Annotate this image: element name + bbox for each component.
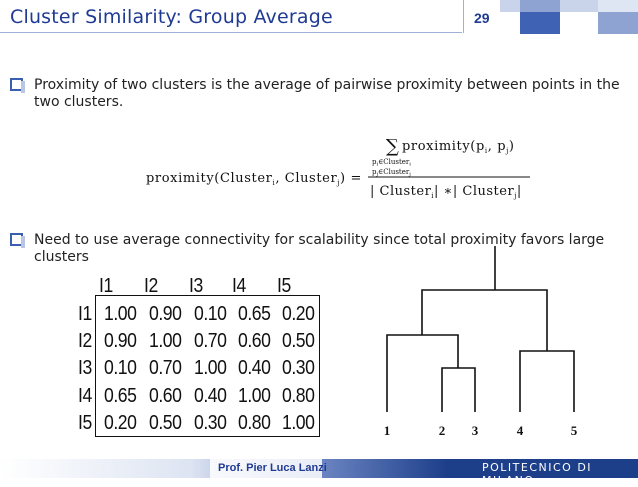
matrix-row-header: I4 xyxy=(78,385,92,407)
matrix-cell: 1.00 xyxy=(104,303,137,325)
sum-condition-1: p xyxy=(372,158,377,166)
formula-denominator: | Cluster xyxy=(370,184,432,199)
svg-text:proximity(pi, pj): $proximity(p_i$, $p_j$) xyxy=(402,139,515,155)
matrix-cell: 0.20 xyxy=(282,303,315,325)
dendrogram-merge-4-5 xyxy=(520,351,574,412)
matrix-cell: 1.00 xyxy=(282,412,315,434)
sum-sign: ∑ xyxy=(386,136,399,157)
footer-author: Prof. Pier Luca Lanzi xyxy=(218,462,327,474)
page-number: 29 xyxy=(474,10,490,26)
matrix-row-header: I1 xyxy=(78,303,92,325)
sum-condition-2: p xyxy=(372,168,377,176)
dendrogram-leaf-label: 2 xyxy=(438,423,446,438)
matrix-cell: 0.40 xyxy=(194,385,227,407)
matrix-cell: 0.70 xyxy=(194,330,227,352)
dendrogram-leaf-label: 1 xyxy=(383,423,391,438)
matrix-col-header: I5 xyxy=(277,275,291,297)
matrix-cell: 1.00 xyxy=(238,385,271,407)
matrix-row-header: I5 xyxy=(78,412,92,434)
formula-lhs: proximity(Cluster xyxy=(146,171,273,186)
matrix-col-header: I4 xyxy=(232,275,246,297)
svg-text:pj∈Clusterj: $p_j\in Cluster_j$ xyxy=(372,168,411,178)
matrix-col-header: I3 xyxy=(189,275,203,297)
matrix-cell: 0.65 xyxy=(238,303,271,325)
matrix-col-header: I1 xyxy=(99,275,113,297)
dendrogram-merge-123-45 xyxy=(422,290,547,351)
dendrogram-merge-1-23 xyxy=(387,335,458,412)
svg-text:| Clusteri| ∗| Clusterj|: | Cluster$_i$| ∗| Cluster$_j$| xyxy=(370,184,522,200)
svg-text:proximity(Clusteri, Clusterj): proximity(Cluster$_i$, Cluster$_j$) = xyxy=(146,171,362,187)
dendrogram-leaf-label: 4 xyxy=(516,423,524,438)
dendrogram-merge-2-3 xyxy=(442,368,475,412)
bullet-text: Proximity of two clusters is the average of pairwise proximity between points in the two clusters. xyxy=(34,77,620,110)
matrix-cell: 0.60 xyxy=(238,330,271,352)
matrix-row-header: I2 xyxy=(78,330,92,352)
matrix-cell: 0.90 xyxy=(149,303,182,325)
matrix-cell: 1.00 xyxy=(149,330,182,352)
svg-text:pi∈Clusteri: $p_i\in Cluster_i$ xyxy=(372,158,411,168)
matrix-cell: 0.60 xyxy=(149,385,182,407)
matrix-cell: 0.40 xyxy=(238,357,271,379)
slide-title: Cluster Similarity: Group Average xyxy=(10,6,333,28)
matrix-cell: 0.90 xyxy=(104,330,137,352)
matrix-cell: 0.10 xyxy=(104,357,137,379)
matrix-cell: 0.10 xyxy=(194,303,227,325)
matrix-row-header: I3 xyxy=(78,357,92,379)
matrix-cell: 0.50 xyxy=(149,412,182,434)
matrix-cell: 0.20 xyxy=(104,412,137,434)
matrix-cell: 0.50 xyxy=(282,330,315,352)
matrix-cell: 1.00 xyxy=(194,357,227,379)
bullet-text: Need to use average connectivity for scalability since total proximity favors large clusters xyxy=(34,232,605,265)
matrix-cell: 0.80 xyxy=(238,412,271,434)
matrix-cell: 0.30 xyxy=(282,357,315,379)
formula-numerator: proximity(p xyxy=(402,139,485,154)
footer-institution: POLITECNICO DI MILANO xyxy=(482,461,593,487)
matrix-cell: 0.65 xyxy=(104,385,137,407)
dendrogram-leaf-label: 5 xyxy=(570,423,578,438)
matrix-col-header: I2 xyxy=(144,275,158,297)
dendrogram-leaf-label: 3 xyxy=(471,423,479,438)
matrix-cell: 0.70 xyxy=(149,357,182,379)
matrix-cell: 0.80 xyxy=(282,385,315,407)
matrix-cell: 0.30 xyxy=(194,412,227,434)
